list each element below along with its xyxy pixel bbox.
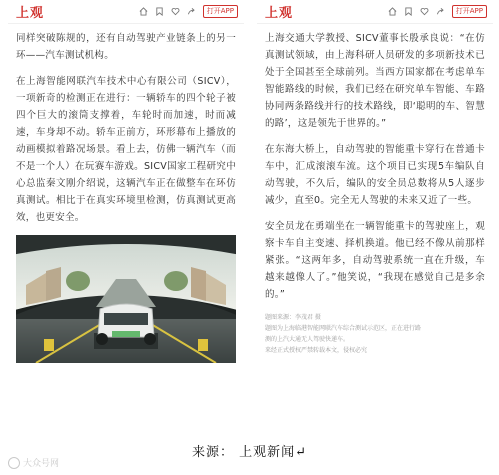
source-credit: 来源： 上观新闻↵ xyxy=(191,445,308,460)
heart-icon[interactable] xyxy=(420,7,429,16)
article-screenshot-right xyxy=(257,0,493,432)
caption-line: 测的上汽大通无人驾驶快递车。 xyxy=(265,336,350,343)
share-icon[interactable] xyxy=(187,7,196,16)
article-paragraph: 上海交通大学教授、SICV董事长殷承良说：“在仿真测试领域，由上海科研人员研发的多项新技术已处于全国甚至全球前列。当西方国家都在考虑单车智能路线的时候，我们已经在研究单车智能、车路协同两条路线并行的技术路线，即‘聪明的车、智慧的路’，这是领先于世界的。” xyxy=(265,33,485,129)
open-app-button[interactable]: 打开APP xyxy=(203,5,238,18)
share-icon[interactable] xyxy=(436,7,445,16)
open-app-button[interactable]: 打开APP xyxy=(452,5,487,18)
home-icon[interactable] xyxy=(388,7,397,16)
app-header xyxy=(8,0,244,24)
watermark-icon xyxy=(8,457,20,469)
app-logo: 上观 xyxy=(16,6,45,21)
home-icon[interactable] xyxy=(139,7,148,16)
article-photo xyxy=(16,235,236,363)
article-body xyxy=(8,24,244,363)
article-screenshot-left xyxy=(8,0,244,432)
heart-icon[interactable] xyxy=(171,7,180,16)
article-paragraph: 在上海智能网联汽车技术中心有限公司（SICV），一项新奇的检测正在进行：一辆轿车的四个轮子被四个巨大的滚筒支撑着，车轮时而加速，时而减速，车身却不动。轿车正前方，环形幕布上播放的动画模拟着路况场景。看上去，仿佛一辆汽车（而不是一个人）在玩赛车游戏。SICV国家工程研究中心总监秦文刚介绍说，这辆汽车正在做整车在环仿真测试。相比于在真实环境里检测，仿真测试更高效，也更安全。 xyxy=(16,76,236,223)
caption-line: 题图来源：李茂君 摄 xyxy=(265,314,321,321)
article-body xyxy=(257,24,493,356)
watermark-text: 大众号网 xyxy=(23,459,60,469)
photo-caption xyxy=(265,312,485,356)
caption-line: 题图为上海临港智能网联汽车综合测试示范区，正在进行路 xyxy=(265,325,422,332)
header-tools xyxy=(139,5,238,18)
article-paragraph: 同样突破陈规的，还有自动驾驶产业链条上的另一环——汽车测试机构。 xyxy=(16,33,236,61)
bookmark-icon[interactable] xyxy=(404,7,413,16)
watermark xyxy=(8,456,59,469)
app-header xyxy=(257,0,493,24)
app-logo: 上观 xyxy=(265,6,294,21)
bookmark-icon[interactable] xyxy=(155,7,164,16)
caption-line: 来经正式授权严禁转载本文，侵权必究 xyxy=(265,347,368,354)
simulation-lab-photo xyxy=(16,235,236,363)
header-tools xyxy=(388,5,487,18)
article-paragraph: 安全员龙在勇端坐在一辆智能重卡的驾驶座上，观察卡车自主变速、择机换道。他已经不像从前那样紧张。“这两年多，自动驾驶系统一直在升级，车越来越像人了。”他笑说，“我现在感觉自己是多余的。” xyxy=(265,221,485,300)
article-paragraph: 在东海大桥上，自动驾驶的智能重卡穿行在普通卡车中，汇成滚滚车流。这个项目已实现5车编队自动驾驶，不久后，编队的安全员总数将从5人逐步减少，直至0。完全无人驾驶的未来又近了一些。 xyxy=(265,144,485,206)
